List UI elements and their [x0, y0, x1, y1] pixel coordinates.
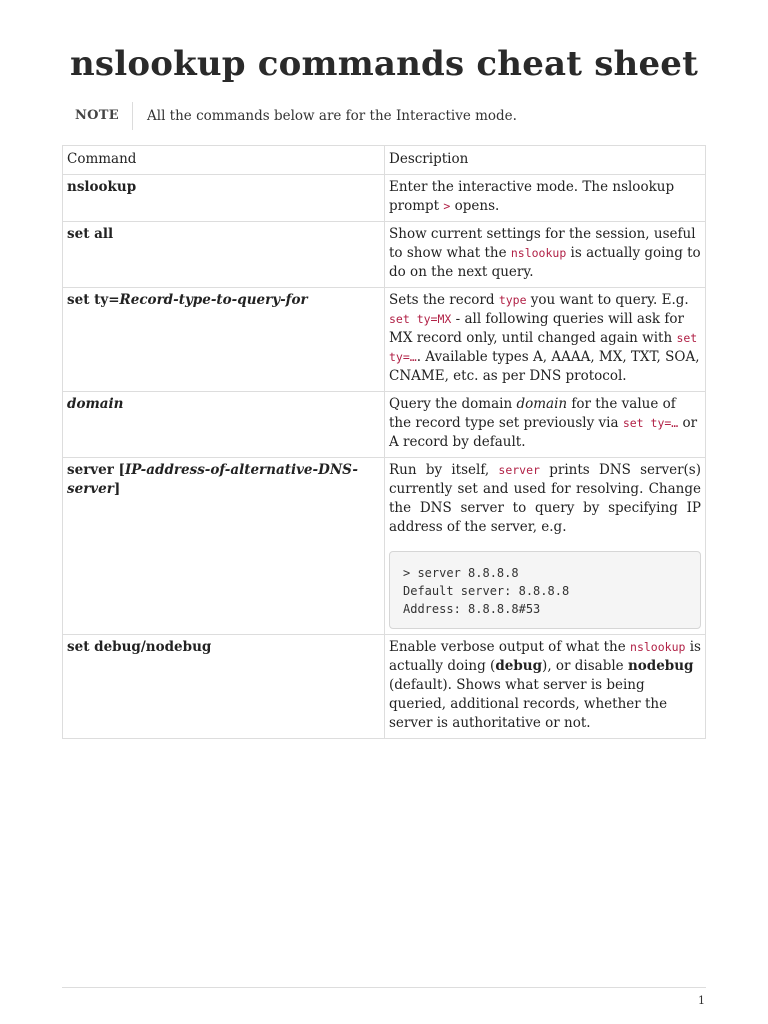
description-cell: Run by itself, server prints DNS server(s) currently set and used for resolving. Change the DNS server to query by specifying IP address of the server, e.g. > server 8.8.8.8 Default server: 8.8.8.8 Address: 8.8.8.8#53 [385, 458, 706, 635]
command-cell: set all [67, 226, 114, 242]
table-row [63, 458, 706, 635]
inline-code: set ty=… [389, 331, 698, 364]
page-number: 1 [698, 994, 705, 1007]
code-line: Default server: 8.8.8.8 [403, 584, 570, 598]
command-cell: nslookup [67, 179, 137, 195]
description-cell: Enable verbose output of what the nslookup is actually doing (debug), or disable nodebug (default). Shows what server is being queried, additional records, whether the server is authoritative or not. [385, 635, 706, 739]
inline-code: set ty=… [622, 416, 679, 430]
command-cell: domain [67, 396, 124, 412]
footer-divider [62, 987, 706, 988]
note-admonition [62, 102, 517, 130]
table-row [63, 222, 706, 288]
code-line: Address: 8.8.8.8#53 [403, 602, 541, 616]
inline-code: set ty=MX [389, 312, 452, 326]
inline-code: server [498, 463, 540, 477]
table-header-row [63, 146, 706, 175]
inline-code: > [443, 199, 451, 213]
description-cell: Query the domain domain for the value of the record type set previously via set ty=… or A record by default. [385, 392, 706, 458]
page-title: nslookup commands cheat sheet [69, 44, 699, 84]
note-text: All the commands below are for the Interactive mode. [147, 108, 517, 124]
command-cell: set debug/nodebug [67, 639, 212, 655]
table-row [63, 392, 706, 458]
header-command: Command [63, 146, 385, 175]
header-description: Description [385, 146, 706, 175]
inline-code: nslookup [630, 640, 686, 654]
code-block [389, 551, 701, 629]
inline-code: type [498, 293, 527, 307]
table-row [63, 635, 706, 739]
commands-table [62, 145, 706, 739]
command-cell: set ty=Record-type-to-query-for [67, 292, 308, 308]
code-line: > server 8.8.8.8 [403, 566, 519, 580]
table-row [63, 288, 706, 392]
table-row [63, 175, 706, 222]
inline-code: nslookup [510, 246, 567, 260]
description-cell: Show current settings for the session, useful to show what the nslookup is actually going to do on the next query. [385, 222, 706, 288]
command-cell: server [IP-address-of-alternative-DNS-server] [67, 462, 359, 497]
description-cell: Enter the interactive mode. The nslookup prompt > opens. [385, 175, 706, 222]
note-label: NOTE [62, 102, 133, 130]
description-cell: Sets the record type you want to query. E.g. set ty=MX - all following queries will ask for MX record only, until changed again with set ty=…. Available types A, AAAA, MX, TXT, SOA, CNAME, etc. as per DNS protocol. [385, 288, 706, 392]
